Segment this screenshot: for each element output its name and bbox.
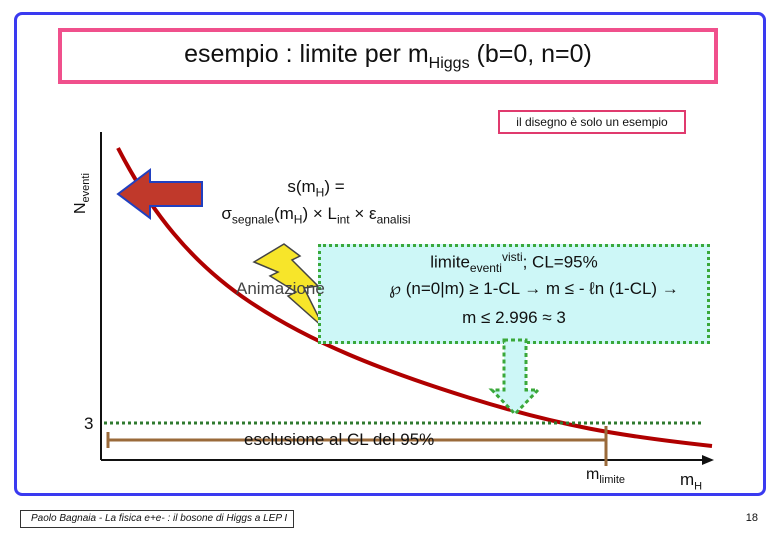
y-axis-label: $N_{eventi}$ — [72, 173, 93, 214]
page-number: 18 — [745, 512, 758, 524]
animation-line-3: m ≤ 2.996 ≈ 3 — [462, 308, 566, 327]
animation-label[interactable]: Animazione — [236, 279, 325, 298]
disclaimer-note: il disegno è solo un esempio — [498, 110, 686, 134]
animation-line-2: ℘ (n=0|m) ≥ 1-CL → m ≤ - ℓn (1-CL) → — [389, 279, 679, 298]
exclusion-label: esclusione al CL del 95% — [244, 430, 435, 449]
m-limit-label: $m_{limite}$ — [586, 466, 625, 487]
footer-credit: Paolo Bagnaia - La fisica e+e- : il bosone di Higgs a LEP I — [20, 510, 294, 528]
page-title: esempio : limite per $m_{Higgs}$ (b=0, n=0) — [184, 39, 592, 72]
limit-value-label: 3 — [84, 414, 94, 433]
down-arrow-icon — [492, 340, 538, 414]
animation-line-1: limite$_{eventi}^{visti}$; CL=95% — [430, 250, 598, 276]
x-axis-label: $m_H$ — [680, 470, 703, 493]
cross-section-formula: $s(m_H)$ = $\sigma_{segnale}(m_H) \times L_{int} \times \varepsilon_{analisi}$ — [221, 177, 411, 227]
